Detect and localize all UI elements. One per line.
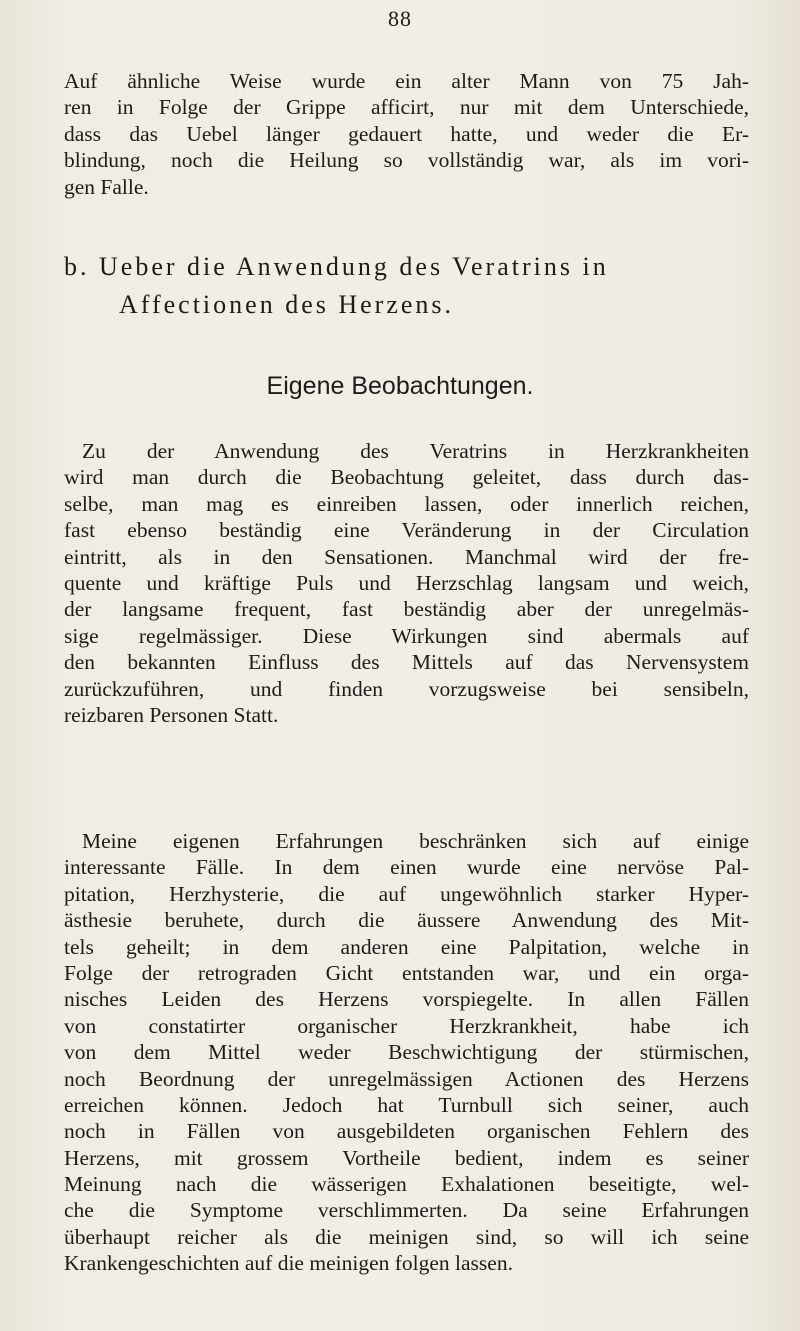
text-line: quente und kräftige Puls und Herzschlag langsam und weich, (64, 570, 749, 595)
text-line: fast ebenso beständig eine Veränderung in der Circulation (64, 518, 749, 543)
paragraph-own-experience (64, 828, 749, 1277)
text-line: von dem Mittel weder Beschwichtigung der stürmischen, (64, 1040, 749, 1065)
text-line: den bekannten Einfluss des Mittels auf das Nervensystem (64, 650, 749, 675)
text-line: Folge der retrograden Gicht entstanden war, und ein orga- (64, 960, 749, 985)
text-line: der langsame frequent, fast beständig aber der unregelmäs- (64, 597, 749, 622)
paragraph-intro (64, 438, 749, 728)
section-heading-line-1: b. Ueber die Anwendung des Veratrins in (64, 252, 609, 281)
text-line: reizbaren Personen Statt. (64, 702, 279, 727)
text-line: gen Falle. (64, 174, 149, 199)
text-line: selbe, man mag es einreiben lassen, oder innerlich reichen, (64, 491, 749, 516)
text-line: Meine eigenen Erfahrungen beschränken sich auf einige (82, 829, 749, 853)
text-line: erreichen können. Jedoch hat Turnbull sich seiner, auch (64, 1092, 749, 1117)
text-line: zurückzuführen, und finden vorzugsweise bei sensibeln, (64, 676, 749, 701)
text-line: che die Symptome verschlimmerten. Da seine Erfahrungen (64, 1198, 749, 1223)
text-line: dass das Uebel länger gedauert hatte, und weder die Er- (64, 121, 749, 146)
text-line: Meinung nach die wässerigen Exhalationen beseitigte, wel- (64, 1172, 749, 1197)
text-line: wird man durch die Beobachtung geleitet, dass durch das- (64, 465, 749, 490)
text-line: interessante Fälle. In dem einen wurde eine nervöse Pal- (64, 855, 749, 880)
text-line: Herzens, mit grossem Vortheile bedient, indem es seiner (64, 1145, 749, 1170)
text-line: ren in Folge der Grippe afficirt, nur mit dem Unterschiede, (64, 95, 749, 120)
text-line: pitation, Herzhysterie, die auf ungewöhnlich starker Hyper- (64, 881, 749, 906)
text-line: Krankengeschichten auf die meinigen folgen lassen. (64, 1251, 513, 1276)
text-line: ästhesie beruhete, durch die äussere Anwendung des Mit- (64, 908, 749, 933)
text-line: blindung, noch die Heilung so vollständig war, als im vori- (64, 148, 749, 173)
text-line: noch Beordnung der unregelmässigen Actionen des Herzens (64, 1066, 749, 1091)
paragraph-continuation (64, 68, 749, 200)
section-heading-line-2: Affectionen des Herzens. (119, 290, 455, 319)
subheading: Eigene Beobachtungen. (266, 372, 534, 400)
text-line: überhaupt reicher als die meinigen sind, so will ich seine (64, 1224, 749, 1249)
text-line: eintritt, als in den Sensationen. Manchmal wird der fre- (64, 544, 749, 569)
text-line: Zu der Anwendung des Veratrins in Herzkrankheiten (82, 439, 749, 463)
text-line: nisches Leiden des Herzens vorspiegelte. In allen Fällen (64, 987, 749, 1012)
text-line: tels geheilt; in dem anderen eine Palpitation, welche in (64, 934, 749, 959)
text-line: noch in Fällen von ausgebildeten organischen Fehlern des (64, 1119, 749, 1144)
text-line: von constatirter organischer Herzkrankheit, habe ich (64, 1013, 749, 1038)
page-number: 88 (388, 6, 412, 31)
text-line: sige regelmässiger. Diese Wirkungen sind abermals auf (64, 623, 749, 648)
text-line: Auf ähnliche Weise wurde ein alter Mann von 75 Jah- (64, 69, 749, 93)
